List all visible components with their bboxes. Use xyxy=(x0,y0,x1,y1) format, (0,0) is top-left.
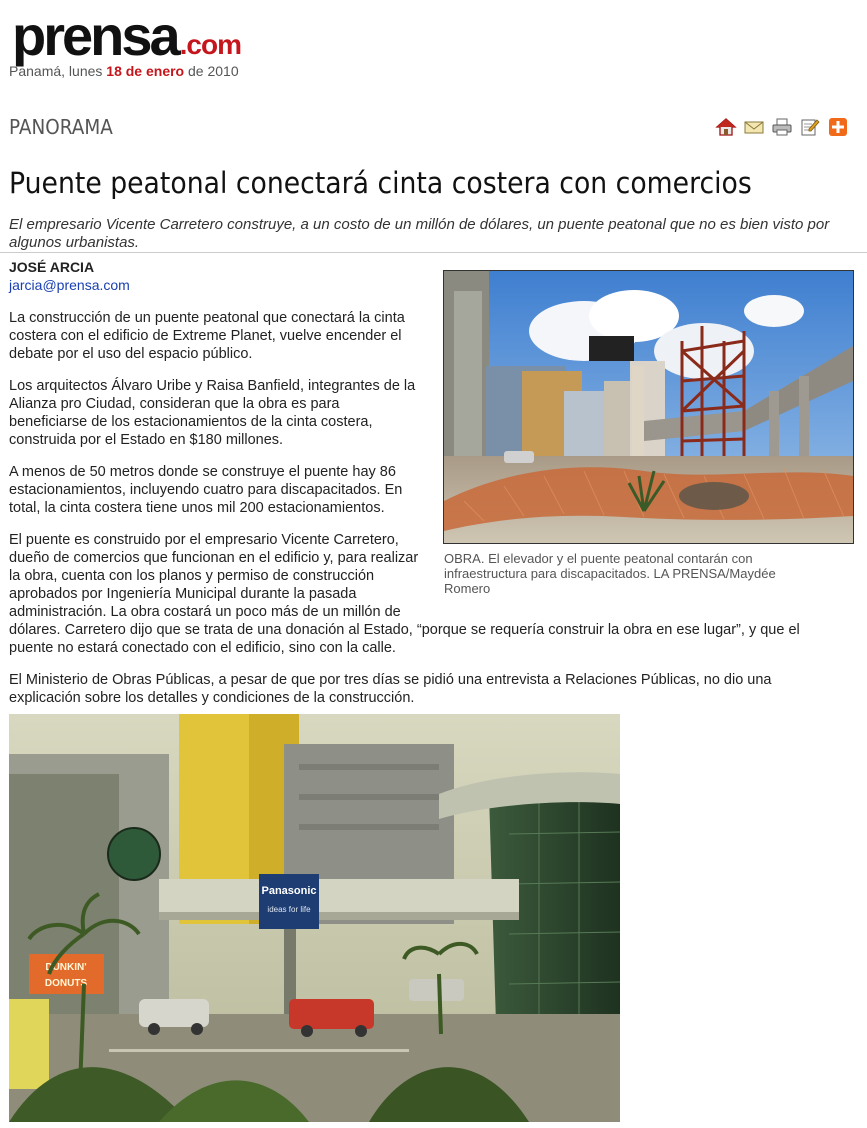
paragraph-line: estacionamientos, incluyendo cuatro para discapacitados. En xyxy=(9,482,403,498)
logo-wordmark: prensa xyxy=(12,4,178,67)
paragraph-line: dólares. Carretero dijo que se trata de una donación al Estado, “porque se requería construir la obra en ese lugar”, y que el xyxy=(9,622,800,638)
divider xyxy=(0,252,867,253)
panasonic-sign: Panasonic xyxy=(261,885,317,897)
rendering-image xyxy=(9,714,620,1122)
paragraph-line: A menos de 50 metros donde se construye el puente hay 86 xyxy=(9,464,396,480)
add-icon xyxy=(827,117,849,137)
author-email-link[interactable]: jarcia@prensa.com xyxy=(9,277,130,293)
paragraph-line: la obra, cuenta con los planos y permiso de construcción xyxy=(9,568,375,584)
paragraph-line: El Ministerio de Obras Públicas, a pesar de que por tres días se pidió una entrevista a Relaciones Públicas, no dio una xyxy=(9,672,772,688)
paragraph-2 xyxy=(9,377,415,449)
paragraph-line: debate por el uso del espacio público. xyxy=(9,346,253,362)
section-title[interactable]: PANORAMA xyxy=(9,115,113,139)
email-button[interactable] xyxy=(743,117,765,137)
caption-line: Romero xyxy=(444,581,491,596)
construction-photo-image xyxy=(444,271,853,543)
paragraph-1 xyxy=(9,309,405,363)
date-highlight: 18 de enero xyxy=(106,63,185,79)
paragraph-line: El puente es construido por el empresario Vicente Carretero, xyxy=(9,532,399,548)
dateline xyxy=(9,63,239,79)
caption-line: OBRA. El elevador y el puente peatonal contarán con xyxy=(444,551,753,566)
date-suffix: de 2010 xyxy=(184,63,239,79)
paragraph-line: beneficiarse de los estacionamientos de la cinta costera, xyxy=(9,414,373,430)
email-icon xyxy=(743,117,765,137)
paragraph-line: costera con el edificio de Extreme Planet, vuelve encender el xyxy=(9,328,402,344)
print-icon xyxy=(771,117,793,137)
logo-suffix: .com xyxy=(179,29,241,60)
print-button[interactable] xyxy=(771,117,793,137)
edit-icon xyxy=(799,117,821,137)
article-headline: Puente peatonal conectará cinta costera con comercios xyxy=(9,166,752,200)
article-deck: El empresario Vicente Carretero construye, a un costo de un millón de dólares, un puente peatonal que no es bien visto por algunos urbanistas. xyxy=(9,216,830,251)
paragraph-line: puente no estará conectado con el edificio, sino con la calle. xyxy=(9,640,396,656)
photo-caption xyxy=(444,551,854,596)
paragraph-5 xyxy=(9,671,772,707)
donuts-sign: DONUTS xyxy=(44,978,88,989)
caption-line: infraestructura para discapacitados. LA PRENSA/Maydée xyxy=(444,566,776,581)
rendering-photo[interactable] xyxy=(9,714,620,1122)
dunkin-sign: DUNKIN' xyxy=(45,962,87,973)
paragraph-line: La construcción de un puente peatonal que conectará la cinta xyxy=(9,310,405,326)
paragraph-line: aprobados por Ingeniería Municipal durante la pasada xyxy=(9,586,357,602)
home-button[interactable] xyxy=(715,117,737,137)
construction-photo[interactable] xyxy=(443,270,854,544)
add-button[interactable] xyxy=(827,117,849,137)
paragraph-line: administración. La obra costará un poco más de un millón de xyxy=(9,604,401,620)
article-toolbar xyxy=(715,117,849,137)
panasonic-tagline: ideas for life xyxy=(267,905,311,914)
paragraph-line: construida por el Estado en $180 millones. xyxy=(9,432,284,448)
paragraph-line: explicación sobre los detalles y condiciones de la construcción. xyxy=(9,690,415,706)
edit-button[interactable] xyxy=(799,117,821,137)
paragraph-line: Alianza pro Ciudad, consideran que la obra es para xyxy=(9,396,340,412)
home-icon xyxy=(715,117,737,137)
author-name: JOSÉ ARCIA xyxy=(9,259,95,275)
paragraph-line: Los arquitectos Álvaro Uribe y Raisa Banfield, integrantes de la xyxy=(9,378,416,394)
date-prefix: Panamá, lunes xyxy=(9,63,107,79)
paragraph-3 xyxy=(9,463,402,517)
prensa-logo[interactable] xyxy=(12,4,241,67)
paragraph-line: dueño de comercios que funcionan en el edificio y, para realizar xyxy=(9,550,419,566)
paragraph-line: total, la cinta costera tiene unos mil 200 estacionamientos. xyxy=(9,500,385,516)
